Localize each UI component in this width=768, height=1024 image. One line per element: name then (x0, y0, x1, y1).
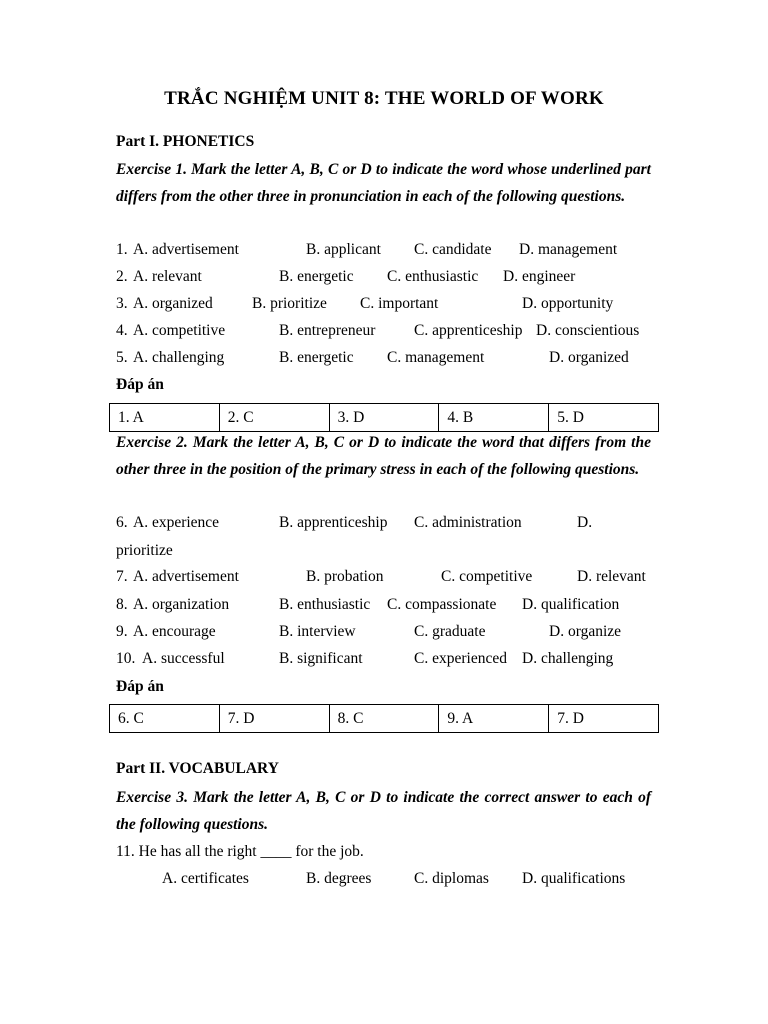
answer-cell: 7. D (549, 705, 659, 733)
question-number: 5. (116, 349, 128, 366)
option-a: A. advertisement (133, 568, 239, 585)
option-b: B. apprenticeship (279, 514, 388, 531)
option-b: B. energetic (279, 349, 354, 366)
question-number: 6. (116, 514, 128, 531)
question-2 (116, 266, 656, 288)
question-4 (116, 320, 656, 342)
option-d: D. qualification (522, 596, 620, 613)
answer-cell: 6. C (110, 705, 220, 733)
option-c: C. enthusiastic (387, 268, 479, 285)
option-b: B. prioritize (252, 295, 327, 312)
question-7 (116, 566, 656, 588)
question-text: 11. He has all the right ____ for the job. (116, 843, 364, 860)
exercise1-instruction: Exercise 1. Mark the letter A, B, C or D to indicate the word whose underlined part differs from the other three in pronunciation in each of the following questions. (116, 161, 651, 206)
option-c: C. administration (414, 514, 522, 531)
answer-cell: 3. D (329, 404, 439, 432)
question-11-stem (116, 841, 656, 863)
option-d: D. (577, 514, 593, 531)
option-c: C. experienced (414, 650, 507, 667)
question-number: 8. (116, 596, 128, 613)
option-a: A. certificates (162, 870, 249, 887)
question-number: 4. (116, 322, 128, 339)
option-c: C. compassionate (387, 596, 497, 613)
question-number: 9. (116, 623, 128, 640)
option-d: D. challenging (522, 650, 614, 667)
option-b: B. energetic (279, 268, 354, 285)
question-number: 2. (116, 268, 128, 285)
answer-table-2 (109, 704, 659, 733)
option-c: C. apprenticeship (414, 322, 523, 339)
question-number: 7. (116, 568, 128, 585)
option-b: B. applicant (306, 241, 381, 258)
option-a: A. organized (133, 295, 213, 312)
question-number: 3. (116, 295, 128, 312)
question-8 (116, 594, 656, 616)
option-b: B. significant (279, 650, 363, 667)
exercise2-instruction: Exercise 2. Mark the letter A, B, C or D to indicate the word that differs from the other three in the position of the primary stress in each of the following questions. (116, 434, 651, 479)
question-9 (116, 621, 656, 643)
option-d-continued: prioritize (116, 542, 173, 559)
option-a: A. organization (133, 596, 230, 613)
answer-label-1: Đáp án (116, 376, 164, 393)
question-10 (116, 648, 656, 670)
answer-cell: 8. C (329, 705, 439, 733)
option-d: D. conscientious (536, 322, 640, 339)
option-a: A. competitive (133, 322, 226, 339)
option-d: D. management (519, 241, 618, 258)
answer-cell: 1. A (110, 404, 220, 432)
option-d: D. opportunity (522, 295, 614, 312)
option-b: B. enthusiastic (279, 596, 371, 613)
option-d: D. organize (549, 623, 622, 640)
answer-table-1 (109, 403, 659, 432)
part1-heading: Part I. PHONETICS (116, 133, 255, 150)
answer-cell: 7. D (219, 705, 329, 733)
option-c: C. diplomas (414, 870, 489, 887)
option-c: C. management (387, 349, 485, 366)
option-a: A. challenging (133, 349, 225, 366)
question-5 (116, 347, 656, 369)
option-a: A. successful (142, 650, 225, 667)
option-b: B. interview (279, 623, 356, 640)
part2-heading: Part II. VOCABULARY (116, 760, 279, 777)
answer-cell: 4. B (439, 404, 549, 432)
option-a: A. experience (133, 514, 220, 531)
option-c: C. important (360, 295, 439, 312)
option-a: A. advertisement (133, 241, 239, 258)
answer-label-2: Đáp án (116, 678, 164, 695)
question-number: 10. (116, 650, 136, 667)
question-6 (116, 512, 656, 534)
answer-cell: 5. D (549, 404, 659, 432)
option-b: B. degrees (306, 870, 372, 887)
option-d: D. relevant (577, 568, 646, 585)
question-3 (116, 293, 656, 315)
answer-cell: 2. C (219, 404, 329, 432)
option-c: C. graduate (414, 623, 486, 640)
question-number: 1. (116, 241, 128, 258)
page-title: TRẮC NGHIỆM UNIT 8: THE WORLD OF WORK (164, 88, 604, 109)
question-11-options (116, 868, 656, 890)
exercise3-instruction: Exercise 3. Mark the letter A, B, C or D to indicate the correct answer to each of the following questions. (116, 789, 651, 834)
option-d: D. organized (549, 349, 629, 366)
option-d: D. engineer (503, 268, 576, 285)
option-a: A. relevant (133, 268, 202, 285)
option-b: B. entrepreneur (279, 322, 376, 339)
option-b: B. probation (306, 568, 384, 585)
option-c: C. competitive (441, 568, 533, 585)
option-a: A. encourage (133, 623, 216, 640)
option-c: C. candidate (414, 241, 492, 258)
question-1 (116, 239, 656, 261)
question-6-wrap (116, 540, 656, 562)
option-d: D. qualifications (522, 870, 626, 887)
answer-cell: 9. A (439, 705, 549, 733)
